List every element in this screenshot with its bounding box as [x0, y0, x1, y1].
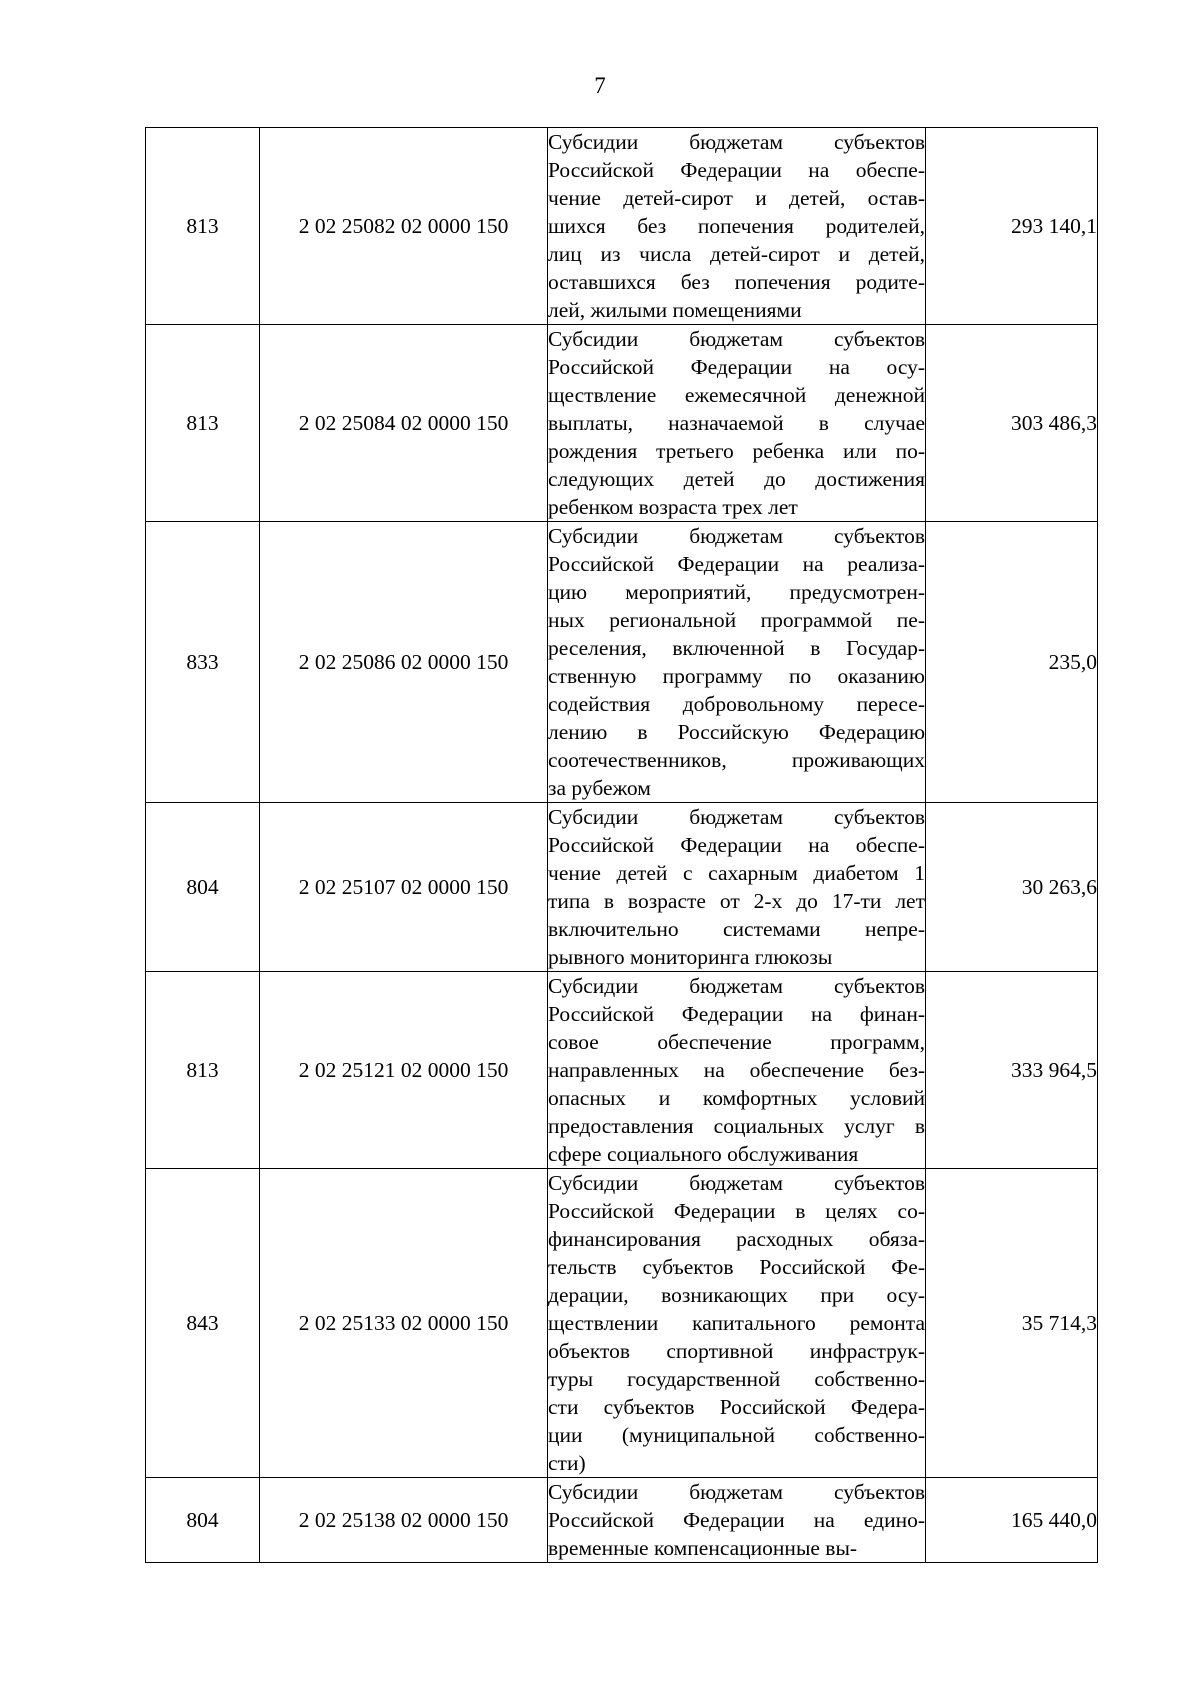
revenue-description-cell	[548, 522, 926, 803]
table-row	[146, 972, 1098, 1169]
amount-cell: 293 140,1	[926, 128, 1098, 325]
description-line: цию мероприятий, предусмотрен-	[548, 580, 925, 604]
description-line: ственную программу по оказанию	[548, 664, 925, 688]
description-line: сфере социального обслуживания	[548, 1142, 859, 1166]
budget-revenue-table	[145, 127, 1098, 1563]
budget-classification-code-cell: 2 02 25107 02 0000 150	[260, 803, 548, 972]
description-line: временные компенсационные вы-	[548, 1536, 858, 1560]
description-line: Российской Федерации на реализа-	[548, 552, 925, 576]
description-line: объектов спортивной инфраструк-	[548, 1339, 925, 1363]
description-line: чение детей с сахарным диабетом 1	[548, 861, 925, 885]
description-line: опасных и комфортных условий	[548, 1086, 925, 1110]
description-line: финансирования расходных обяза-	[548, 1227, 925, 1251]
description-line: выплаты, назначаемой в случае	[548, 411, 925, 435]
description-line: Российской Федерации в целях со-	[548, 1199, 925, 1223]
description-line: направленных на обеспечение без-	[548, 1058, 925, 1082]
admin-code-cell: 833	[146, 522, 260, 803]
description-line: Субсидии бюджетам субъектов	[548, 974, 925, 998]
description-line: чение детей-сирот и детей, остав-	[548, 186, 925, 210]
description-line: ных региональной программой пе-	[548, 608, 925, 632]
description-line: лению в Российскую Федерацию	[548, 720, 925, 744]
budget-classification-code-cell: 2 02 25082 02 0000 150	[260, 128, 548, 325]
description-line: оставшихся без попечения родите-	[548, 270, 925, 294]
description-line: сти)	[548, 1451, 586, 1475]
revenue-description-cell	[548, 128, 926, 325]
description-line: включительно системами непре-	[548, 917, 925, 941]
description-line: Российской Федерации на обеспе-	[548, 833, 925, 857]
table-row	[146, 1169, 1098, 1478]
description-line: Российской Федерации на едино-	[548, 1508, 925, 1532]
admin-code-cell: 843	[146, 1169, 260, 1478]
description-line: Субсидии бюджетам субъектов	[548, 327, 925, 351]
revenue-description-cell	[548, 1478, 926, 1563]
admin-code-cell: 804	[146, 803, 260, 972]
table-row	[146, 803, 1098, 972]
description-line: Субсидии бюджетам субъектов	[548, 130, 925, 154]
description-line: рождения третьего ребенка или по-	[548, 439, 925, 463]
admin-code-cell: 813	[146, 972, 260, 1169]
description-line: реселения, включенной в Государ-	[548, 636, 925, 660]
description-line: лиц из числа детей-сирот и детей,	[548, 242, 925, 266]
budget-classification-code-cell: 2 02 25084 02 0000 150	[260, 325, 548, 522]
description-line: ществлении капитального ремонта	[548, 1311, 925, 1335]
description-line: соотечественников, проживающих	[548, 748, 925, 772]
amount-cell: 35 714,3	[926, 1169, 1098, 1478]
description-line: ции (муниципальной собственно-	[548, 1423, 925, 1447]
description-line: Субсидии бюджетам субъектов	[548, 524, 925, 548]
description-line: Российской Федерации на осу-	[548, 355, 925, 379]
description-line: ществление ежемесячной денежной	[548, 383, 925, 407]
description-line: типа в возрасте от 2-х до 17-ти лет	[548, 889, 925, 913]
description-line: за рубежом	[548, 776, 651, 800]
revenue-description-cell	[548, 1169, 926, 1478]
page-number: 7	[594, 73, 606, 98]
table-body	[146, 128, 1098, 1563]
description-line: Субсидии бюджетам субъектов	[548, 1171, 925, 1195]
table-row	[146, 128, 1098, 325]
description-line: рывного мониторинга глюкозы	[548, 945, 833, 969]
table-row	[146, 522, 1098, 803]
budget-classification-code-cell: 2 02 25121 02 0000 150	[260, 972, 548, 1169]
description-line: Российской Федерации на обеспе-	[548, 158, 925, 182]
revenue-description-cell	[548, 972, 926, 1169]
description-line: сти субъектов Российской Федера-	[548, 1395, 925, 1419]
admin-code-cell: 813	[146, 325, 260, 522]
description-line: лей, жилыми помещениями	[548, 298, 802, 322]
amount-cell: 165 440,0	[926, 1478, 1098, 1563]
description-line: Российской Федерации на финан-	[548, 1002, 925, 1026]
amount-cell: 333 964,5	[926, 972, 1098, 1169]
table-row	[146, 325, 1098, 522]
description-line: Субсидии бюджетам субъектов	[548, 1480, 925, 1504]
revenue-description-cell	[548, 803, 926, 972]
budget-classification-code-cell: 2 02 25133 02 0000 150	[260, 1169, 548, 1478]
admin-code-cell: 813	[146, 128, 260, 325]
amount-cell: 235,0	[926, 522, 1098, 803]
description-line: Субсидии бюджетам субъектов	[548, 805, 925, 829]
amount-cell: 303 486,3	[926, 325, 1098, 522]
admin-code-cell: 804	[146, 1478, 260, 1563]
description-line: предоставления социальных услуг в	[548, 1114, 925, 1138]
description-line: следующих детей до достижения	[548, 467, 925, 491]
description-line: шихся без попечения родителей,	[548, 214, 925, 238]
description-line: туры государственной собственно-	[548, 1367, 925, 1391]
description-line: совое обеспечение программ,	[548, 1030, 925, 1054]
budget-classification-code-cell: 2 02 25086 02 0000 150	[260, 522, 548, 803]
amount-cell: 30 263,6	[926, 803, 1098, 972]
description-line: ребенком возраста трех лет	[548, 495, 798, 519]
description-line: тельств субъектов Российской Фе-	[548, 1255, 925, 1279]
revenue-description-cell	[548, 325, 926, 522]
description-line: содействия добровольному пересе-	[548, 692, 925, 716]
description-line: дерации, возникающих при осу-	[548, 1283, 925, 1307]
table-row	[146, 1478, 1098, 1563]
budget-classification-code-cell: 2 02 25138 02 0000 150	[260, 1478, 548, 1563]
